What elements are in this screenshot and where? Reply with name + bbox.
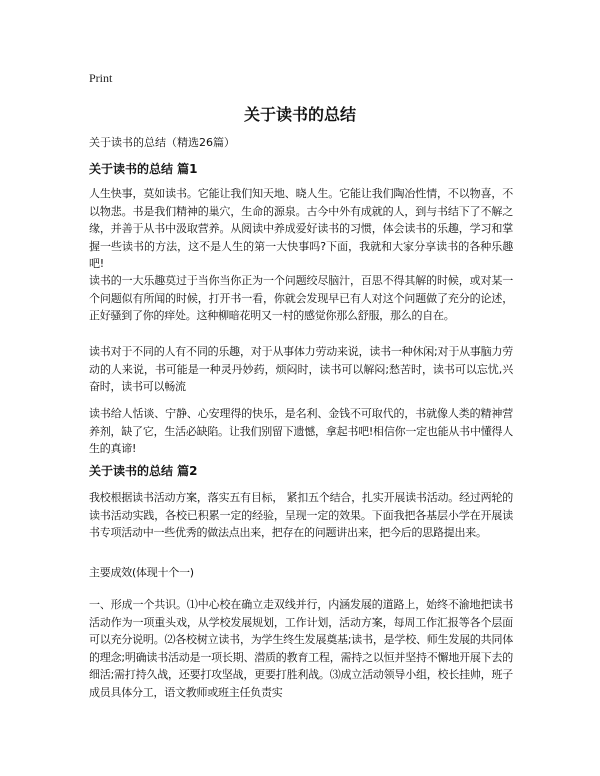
- section-heading-1: 关于读书的总结 篇1: [89, 162, 198, 176]
- print-link[interactable]: Print: [89, 71, 113, 85]
- section-2-subheading: 主要成效(体现十个一): [89, 566, 194, 579]
- section-heading-2: 关于读书的总结 篇2: [89, 464, 198, 478]
- section-1-paragraph-4: 读书给人恬谈、宁静、心安理得的快乐，是名利、金钱不可取代的，书就像人类的精神营养剂，缺了它，生活必缺陷。让我们别留下遗憾，拿起书吧!相信你一定也能从书中懂得人生的真谛!: [89, 407, 513, 455]
- document-intro: 关于读书的总结（精选26篇）: [89, 136, 235, 149]
- section-2-paragraph-2: 一、形成一个共识。⑴中心校在确立走双线并行，内涵发展的道路上，始终不渝地把读书活动作为一项重头戏，从学校发展规划，工作计划，活动方案，每周工作汇报等各个层面可以充分说明。⑵各校树立读书，为学生终生发展奠基;读书，是学校、师生发展的共同体的理念;明确读书活动是一项长期、潜质的教育工程，需持之以恒并坚持不懈地开展下去的细活;需打持久战，还要打攻坚战，更要打胜利战。⑶成立活动领导小组，校长挂帅，班子成员具体分工，语文教师或班主任负责实: [89, 598, 513, 699]
- section-1-paragraph-3: 读书对于不同的人有不同的乐趣，对于从事体力劳动来说，读书一种休闲;对于从事脑力劳动的人来说，书可能是一种灵丹妙药，烦闷时，读书可以解闷;愁苦时，读书可以忘忧,兴奋时，读书可以畅流: [89, 345, 513, 393]
- section-1-paragraph-1: 人生快事，莫如读书。它能让我们知天地、晓人生。它能让我们陶冶性情，不以物喜，不以物悲。书是我们精神的巢穴，生命的源泉。古今中外有成就的人，到与书结下了不解之缘，并善于从书中汲取营养。从阅读中养成爱好读书的习惯，体会读书的乐趣，学习和掌握一些读书的方法，这不是人生的第一大快事吗?下面，我就和大家分享读书的各种乐趣吧!: [89, 187, 513, 270]
- section-1-paragraph-2: 读书的一大乐趣莫过于当你当你正为一个问题绞尽脑汁，百思不得其解的时候，或对某一个问题似有所闻的时候，打开书一看，你就会发现早已有人对这个问题做了充分的论述，正好骚到了你的痒处。这种柳暗花明又一村的感觉你那么舒服，那么的自在。: [89, 274, 513, 322]
- section-2-paragraph-1: 我校根据读书活动方案，落实五有目标， 紧扣五个结合，扎实开展读书活动。经过两轮的读书活动实践，各校已积累一定的经验，呈现一定的效果。下面我把各基层小学在开展读书专项活动中一些优秀的做法点出来，把存在的问题讲出来，把今后的思路提出来。: [89, 491, 513, 539]
- document-title: 关于读书的总结: [243, 105, 356, 124]
